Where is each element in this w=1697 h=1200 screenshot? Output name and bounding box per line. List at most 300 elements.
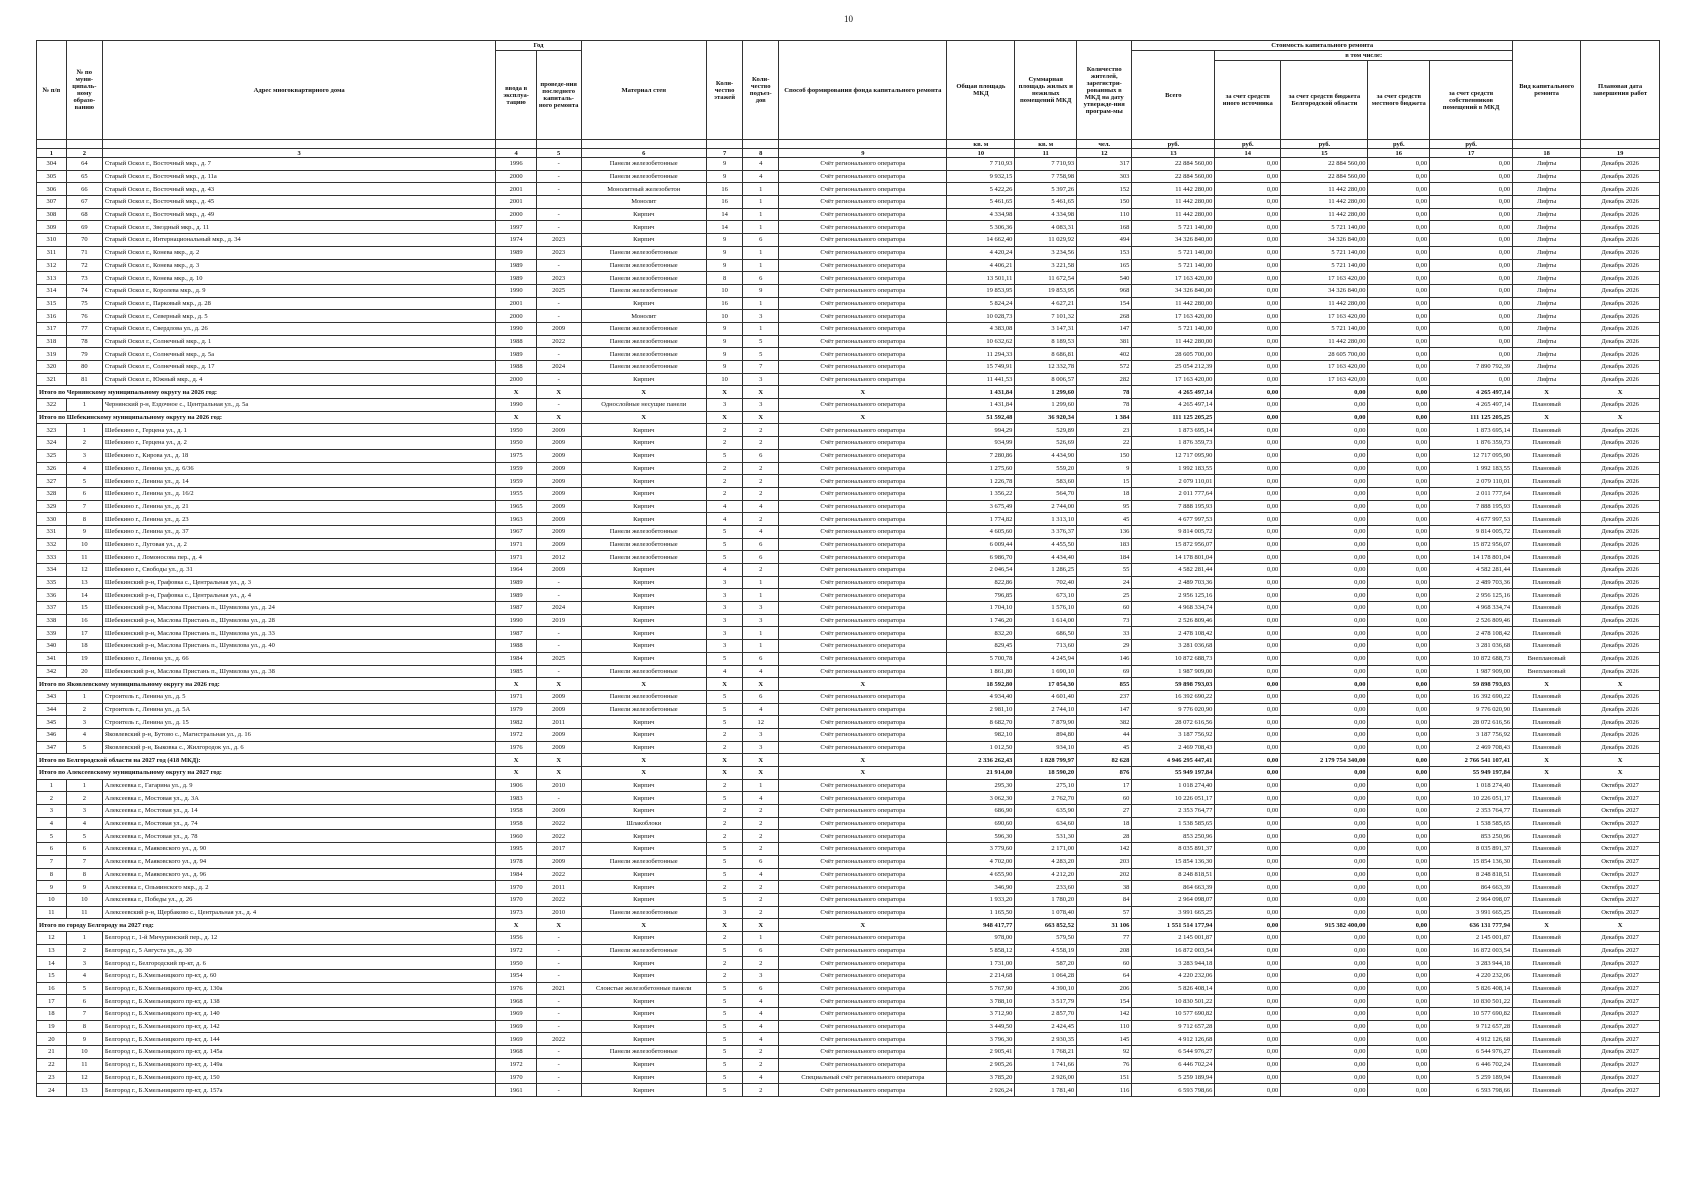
cell-cost-other-source: 0,00 bbox=[1215, 779, 1281, 792]
cell-address: Шебекино г., Ленина ул., д. 21 bbox=[102, 500, 496, 513]
cell-cost-total: 11 442 280,00 bbox=[1132, 335, 1215, 348]
cell-cost-owners: 853 250,96 bbox=[1430, 830, 1513, 843]
cell-wall-material: Панели железобетонные bbox=[581, 348, 707, 361]
cell-entrances: 1 bbox=[743, 196, 779, 209]
cell-total-area: 3 788,10 bbox=[947, 995, 1015, 1008]
cell-premises-area: 702,40 bbox=[1015, 576, 1077, 589]
cell-address: Старый Оскол г., Восточный мкр., д. 7 bbox=[102, 158, 496, 171]
table-row bbox=[37, 399, 1660, 412]
cell-residents: 206 bbox=[1077, 982, 1132, 995]
unit-cell-14: руб. bbox=[1215, 140, 1281, 149]
table-row bbox=[37, 551, 1660, 564]
cell-year-last-repair: - bbox=[536, 399, 581, 412]
table-row bbox=[37, 170, 1660, 183]
cell-wall-material: Кирпич bbox=[581, 1071, 707, 1084]
cell-year-commissioned: 1959 bbox=[496, 462, 536, 475]
cell-repair-type: Плановый bbox=[1513, 970, 1581, 983]
cell-cost-other-source: 0,00 bbox=[1215, 1058, 1281, 1071]
total-cost-owners: 636 131 777,94 bbox=[1430, 919, 1513, 932]
cell-premises-area: 3 147,31 bbox=[1015, 322, 1077, 335]
cell-total-area: 10 632,62 bbox=[947, 335, 1015, 348]
cell-floors: 5 bbox=[707, 525, 743, 538]
cell-total-area: 3 796,30 bbox=[947, 1033, 1015, 1046]
cell-year-commissioned: 1989 bbox=[496, 272, 536, 285]
cell-total-area: 5 824,24 bbox=[947, 297, 1015, 310]
cell-floors: 2 bbox=[707, 817, 743, 830]
cell-address: Старый Оскол г., Конева мкр., д. 10 bbox=[102, 272, 496, 285]
cell-cost-regional-budget: 0,00 bbox=[1281, 1008, 1368, 1021]
cell-residents: 317 bbox=[1077, 158, 1132, 171]
cell-address: Шебекинский р-н, Маслова Пристань п., Шумилова ул., д. 40 bbox=[102, 640, 496, 653]
cell-fund-method: Счёт регионального оператора bbox=[779, 703, 947, 716]
cell-address: Алексеевка г., Ольминского мкр., д. 2 bbox=[102, 881, 496, 894]
cell-year-last-repair: - bbox=[536, 221, 581, 234]
cell-cost-local-budget: 0,00 bbox=[1368, 335, 1430, 348]
cell-cost-regional-budget: 17 163 420,00 bbox=[1281, 373, 1368, 386]
cell-year-commissioned: 1978 bbox=[496, 855, 536, 868]
cell-year-commissioned: 1906 bbox=[496, 779, 536, 792]
cell-floors: 5 bbox=[707, 703, 743, 716]
cell-planned-date: Декабрь 2026 bbox=[1581, 564, 1660, 577]
cell-cost-other-source: 0,00 bbox=[1215, 1033, 1281, 1046]
cell-cost-other-source: 0,00 bbox=[1215, 348, 1281, 361]
cell-cost-local-budget: 0,00 bbox=[1368, 665, 1430, 678]
cell-fund-method: Счёт регионального оператора bbox=[779, 843, 947, 856]
cell-cost-owners: 4 968 334,74 bbox=[1430, 602, 1513, 615]
total-premises-area: 1 828 799,97 bbox=[1015, 754, 1077, 767]
cell-repair-type: Плановый bbox=[1513, 1071, 1581, 1084]
cell-entrances: 6 bbox=[743, 652, 779, 665]
cell-wall-material: Панели железобетонные bbox=[581, 284, 707, 297]
cell-row-number: 318 bbox=[37, 335, 67, 348]
cell-repair-type: Плановый bbox=[1513, 500, 1581, 513]
cell-premises-area: 2 926,00 bbox=[1015, 1071, 1077, 1084]
total-cost-regional-budget: 2 179 754 340,00 bbox=[1281, 754, 1368, 767]
cell-planned-date: Декабрь 2026 bbox=[1581, 551, 1660, 564]
cell-cost-local-budget: 0,00 bbox=[1368, 893, 1430, 906]
cell-premises-area: 526,69 bbox=[1015, 437, 1077, 450]
cell-floors: 16 bbox=[707, 183, 743, 196]
cell-address: Алексеевский р-н, Щербаково с., Центральная ул., д. 4 bbox=[102, 906, 496, 919]
cell-cost-other-source: 0,00 bbox=[1215, 259, 1281, 272]
cell-municipal-number: 6 bbox=[66, 487, 102, 500]
cell-wall-material: Панели железобетонные bbox=[581, 361, 707, 374]
header-year-commissioned: ввода в эксплуа-тацию bbox=[496, 51, 536, 140]
total-year-last-repair: X bbox=[536, 386, 581, 399]
cell-municipal-number: 3 bbox=[66, 716, 102, 729]
cell-residents: 572 bbox=[1077, 361, 1132, 374]
column-number-14: 14 bbox=[1215, 149, 1281, 158]
cell-floors: 3 bbox=[707, 602, 743, 615]
cell-premises-area: 11 029,92 bbox=[1015, 234, 1077, 247]
cell-total-area: 13 501,11 bbox=[947, 272, 1015, 285]
cell-residents: 382 bbox=[1077, 716, 1132, 729]
cell-residents: 27 bbox=[1077, 805, 1132, 818]
cell-cost-other-source: 0,00 bbox=[1215, 970, 1281, 983]
table-row bbox=[37, 931, 1660, 944]
cell-cost-total: 17 163 420,00 bbox=[1132, 272, 1215, 285]
cell-cost-total: 15 872 956,07 bbox=[1132, 538, 1215, 551]
cell-row-number: 16 bbox=[37, 982, 67, 995]
cell-municipal-number: 8 bbox=[66, 513, 102, 526]
cell-fund-method: Счёт регионального оператора bbox=[779, 893, 947, 906]
cell-residents: 282 bbox=[1077, 373, 1132, 386]
cell-fund-method: Счёт регионального оператора bbox=[779, 348, 947, 361]
cell-cost-total: 5 826 408,14 bbox=[1132, 982, 1215, 995]
cell-floors: 3 bbox=[707, 906, 743, 919]
cell-cost-local-budget: 0,00 bbox=[1368, 170, 1430, 183]
cell-year-last-repair: - bbox=[536, 208, 581, 221]
cell-entrances: 1 bbox=[743, 931, 779, 944]
cell-floors: 5 bbox=[707, 716, 743, 729]
cell-wall-material: Монолитный железобетон bbox=[581, 183, 707, 196]
cell-residents: 17 bbox=[1077, 779, 1132, 792]
cell-row-number: 319 bbox=[37, 348, 67, 361]
cell-cost-regional-budget: 0,00 bbox=[1281, 564, 1368, 577]
cell-cost-total: 4 968 334,74 bbox=[1132, 602, 1215, 615]
cell-row-number: 313 bbox=[37, 272, 67, 285]
cell-repair-type: Плановый bbox=[1513, 627, 1581, 640]
cell-premises-area: 587,20 bbox=[1015, 957, 1077, 970]
cell-cost-total: 22 884 560,00 bbox=[1132, 170, 1215, 183]
cell-floors: 10 bbox=[707, 373, 743, 386]
cell-entrances: 1 bbox=[743, 576, 779, 589]
cell-cost-regional-budget: 0,00 bbox=[1281, 982, 1368, 995]
total-premises-area: 18 590,20 bbox=[1015, 767, 1077, 780]
cell-wall-material: Кирпич bbox=[581, 1058, 707, 1071]
cell-entrances: 6 bbox=[743, 690, 779, 703]
cell-total-area: 1 226,78 bbox=[947, 475, 1015, 488]
table-row bbox=[37, 487, 1660, 500]
cell-cost-owners: 0,00 bbox=[1430, 246, 1513, 259]
cell-premises-area: 7 710,93 bbox=[1015, 158, 1077, 171]
cell-cost-owners: 0,00 bbox=[1430, 234, 1513, 247]
cell-wall-material: Кирпич bbox=[581, 576, 707, 589]
cell-year-commissioned: 1976 bbox=[496, 982, 536, 995]
cell-residents: 150 bbox=[1077, 449, 1132, 462]
cell-cost-owners: 0,00 bbox=[1430, 158, 1513, 171]
cell-wall-material: Кирпич bbox=[581, 893, 707, 906]
cell-repair-type: Плановый bbox=[1513, 843, 1581, 856]
cell-planned-date: Декабрь 2026 bbox=[1581, 538, 1660, 551]
cell-year-commissioned: 1973 bbox=[496, 906, 536, 919]
cell-planned-date: Октябрь 2027 bbox=[1581, 893, 1660, 906]
cell-floors: 2 bbox=[707, 437, 743, 450]
cell-planned-date: Декабрь 2026 bbox=[1581, 589, 1660, 602]
cell-cost-local-budget: 0,00 bbox=[1368, 1033, 1430, 1046]
cell-cost-other-source: 0,00 bbox=[1215, 881, 1281, 894]
cell-premises-area: 4 334,98 bbox=[1015, 208, 1077, 221]
cell-cost-regional-budget: 0,00 bbox=[1281, 931, 1368, 944]
cell-wall-material: Кирпич bbox=[581, 424, 707, 437]
cell-entrances: 4 bbox=[743, 170, 779, 183]
cell-entrances: 12 bbox=[743, 716, 779, 729]
cell-year-last-repair: 2022 bbox=[536, 868, 581, 881]
cell-cost-total: 9 776 020,90 bbox=[1132, 703, 1215, 716]
cell-residents: 151 bbox=[1077, 1071, 1132, 1084]
cell-cost-owners: 2 353 764,77 bbox=[1430, 805, 1513, 818]
total-year-last-repair: X bbox=[536, 919, 581, 932]
cell-fund-method: Счёт регионального оператора bbox=[779, 525, 947, 538]
table-row bbox=[37, 576, 1660, 589]
cell-municipal-number: 3 bbox=[66, 805, 102, 818]
cell-premises-area: 1 313,10 bbox=[1015, 513, 1077, 526]
page-number: 10 bbox=[844, 14, 853, 24]
cell-row-number: 7 bbox=[37, 855, 67, 868]
cell-total-area: 2 926,24 bbox=[947, 1084, 1015, 1097]
cell-cost-total: 5 721 140,00 bbox=[1132, 221, 1215, 234]
cell-planned-date: Декабрь 2027 bbox=[1581, 1008, 1660, 1021]
cell-municipal-number: 17 bbox=[66, 627, 102, 640]
cell-repair-type: Плановый bbox=[1513, 855, 1581, 868]
cell-floors: 2 bbox=[707, 741, 743, 754]
cell-year-last-repair: 2021 bbox=[536, 982, 581, 995]
cell-repair-type: Лифты bbox=[1513, 259, 1581, 272]
cell-premises-area: 1 781,40 bbox=[1015, 1084, 1077, 1097]
cell-row-number: 334 bbox=[37, 564, 67, 577]
cell-row-number: 18 bbox=[37, 1008, 67, 1021]
cell-residents: 73 bbox=[1077, 614, 1132, 627]
cell-year-last-repair: 2009 bbox=[536, 690, 581, 703]
cell-cost-owners: 3 991 665,25 bbox=[1430, 906, 1513, 919]
cell-year-commissioned: 1956 bbox=[496, 931, 536, 944]
cell-wall-material: Панели железобетонные bbox=[581, 158, 707, 171]
cell-fund-method: Счёт регионального оператора bbox=[779, 513, 947, 526]
cell-cost-total: 9 712 657,28 bbox=[1132, 1020, 1215, 1033]
cell-municipal-number: 1 bbox=[66, 931, 102, 944]
cell-premises-area: 5 461,65 bbox=[1015, 196, 1077, 209]
cell-total-area: 14 662,40 bbox=[947, 234, 1015, 247]
cell-cost-local-budget: 0,00 bbox=[1368, 1046, 1430, 1059]
cell-entrances: 1 bbox=[743, 779, 779, 792]
total-row bbox=[37, 767, 1660, 780]
cell-premises-area: 4 245,94 bbox=[1015, 652, 1077, 665]
cell-floors: 2 bbox=[707, 805, 743, 818]
cell-repair-type: Внеплановый bbox=[1513, 665, 1581, 678]
cell-address: Строитель г., Ленина ул., д. 5А bbox=[102, 703, 496, 716]
total-entrances: X bbox=[743, 411, 779, 424]
cell-premises-area: 275,10 bbox=[1015, 779, 1077, 792]
table-row bbox=[37, 665, 1660, 678]
total-cost-total: 1 551 514 177,94 bbox=[1132, 919, 1215, 932]
cell-entrances: 4 bbox=[743, 868, 779, 881]
cell-cost-regional-budget: 17 163 420,00 bbox=[1281, 361, 1368, 374]
cell-cost-total: 5 721 140,00 bbox=[1132, 322, 1215, 335]
cell-cost-regional-budget: 0,00 bbox=[1281, 1033, 1368, 1046]
cell-address: Строитель г., Ленина ул., д. 5 bbox=[102, 690, 496, 703]
cell-row-number: 304 bbox=[37, 158, 67, 171]
cell-repair-type: Плановый bbox=[1513, 881, 1581, 894]
cell-row-number: 12 bbox=[37, 931, 67, 944]
cell-wall-material: Кирпич bbox=[581, 1008, 707, 1021]
cell-municipal-number: 75 bbox=[66, 297, 102, 310]
cell-fund-method: Счёт регионального оператора bbox=[779, 424, 947, 437]
cell-premises-area: 5 397,26 bbox=[1015, 183, 1077, 196]
cell-municipal-number: 2 bbox=[66, 437, 102, 450]
cell-cost-other-source: 0,00 bbox=[1215, 1084, 1281, 1097]
cell-municipal-number: 13 bbox=[66, 576, 102, 589]
cell-fund-method: Счёт регионального оператора bbox=[779, 487, 947, 500]
cell-row-number: 321 bbox=[37, 373, 67, 386]
cell-cost-other-source: 0,00 bbox=[1215, 322, 1281, 335]
cell-fund-method: Счёт регионального оператора bbox=[779, 564, 947, 577]
cell-premises-area: 1 299,60 bbox=[1015, 399, 1077, 412]
cell-entrances: 4 bbox=[743, 665, 779, 678]
cell-year-last-repair: - bbox=[536, 792, 581, 805]
cell-cost-other-source: 0,00 bbox=[1215, 208, 1281, 221]
cell-row-number: 17 bbox=[37, 995, 67, 1008]
cell-cost-total: 4 265 497,14 bbox=[1132, 399, 1215, 412]
cell-residents: 60 bbox=[1077, 957, 1132, 970]
cell-cost-local-budget: 0,00 bbox=[1368, 703, 1430, 716]
cell-municipal-number: 77 bbox=[66, 322, 102, 335]
cell-premises-area: 3 517,79 bbox=[1015, 995, 1077, 1008]
table-row bbox=[37, 1071, 1660, 1084]
cell-municipal-number: 11 bbox=[66, 1058, 102, 1071]
cell-municipal-number: 68 bbox=[66, 208, 102, 221]
cell-year-last-repair: 2023 bbox=[536, 246, 581, 259]
cell-year-commissioned: 1983 bbox=[496, 792, 536, 805]
cell-residents: 203 bbox=[1077, 855, 1132, 868]
cell-cost-total: 8 035 891,37 bbox=[1132, 843, 1215, 856]
cell-entrances: 4 bbox=[743, 525, 779, 538]
cell-planned-date: Декабрь 2027 bbox=[1581, 970, 1660, 983]
cell-planned-date: Декабрь 2026 bbox=[1581, 196, 1660, 209]
cell-repair-type: Плановый bbox=[1513, 1008, 1581, 1021]
cell-address: Шебекино г., Герцена ул., д. 1 bbox=[102, 424, 496, 437]
cell-municipal-number: 4 bbox=[66, 728, 102, 741]
cell-entrances: 4 bbox=[743, 500, 779, 513]
cell-entrances: 2 bbox=[743, 957, 779, 970]
column-number-10: 10 bbox=[947, 149, 1015, 158]
cell-fund-method: Счёт регионального оператора bbox=[779, 589, 947, 602]
cell-cost-local-budget: 0,00 bbox=[1368, 310, 1430, 323]
column-number-7: 7 bbox=[707, 149, 743, 158]
cell-wall-material: Панели железобетонные bbox=[581, 322, 707, 335]
cell-floors: 5 bbox=[707, 855, 743, 868]
total-premises-area: 663 852,52 bbox=[1015, 919, 1077, 932]
cell-residents: 55 bbox=[1077, 564, 1132, 577]
cell-cost-owners: 1 987 909,00 bbox=[1430, 665, 1513, 678]
cell-total-area: 4 334,98 bbox=[947, 208, 1015, 221]
table-row bbox=[37, 1046, 1660, 1059]
cell-total-area: 346,90 bbox=[947, 881, 1015, 894]
cell-cost-other-source: 0,00 bbox=[1215, 158, 1281, 171]
cell-cost-regional-budget: 17 163 420,00 bbox=[1281, 272, 1368, 285]
cell-cost-other-source: 0,00 bbox=[1215, 665, 1281, 678]
cell-row-number: 312 bbox=[37, 259, 67, 272]
cell-cost-owners: 0,00 bbox=[1430, 297, 1513, 310]
cell-total-area: 7 280,86 bbox=[947, 449, 1015, 462]
cell-premises-area: 4 455,50 bbox=[1015, 538, 1077, 551]
cell-cost-total: 5 721 140,00 bbox=[1132, 246, 1215, 259]
cell-fund-method: Счёт регионального оператора bbox=[779, 538, 947, 551]
cell-wall-material: Кирпич bbox=[581, 437, 707, 450]
cell-total-area: 7 710,93 bbox=[947, 158, 1015, 171]
cell-floors: 9 bbox=[707, 322, 743, 335]
cell-entrances: 3 bbox=[743, 310, 779, 323]
cell-floors: 5 bbox=[707, 1008, 743, 1021]
cell-year-last-repair: - bbox=[536, 310, 581, 323]
cell-cost-owners: 5 259 189,94 bbox=[1430, 1071, 1513, 1084]
cell-address: Старый Оскол г., Южный мкр., д. 4 bbox=[102, 373, 496, 386]
cell-planned-date: Октябрь 2027 bbox=[1581, 906, 1660, 919]
cell-cost-other-source: 0,00 bbox=[1215, 564, 1281, 577]
cell-wall-material: Кирпич bbox=[581, 652, 707, 665]
cell-cost-local-budget: 0,00 bbox=[1368, 957, 1430, 970]
cell-cost-regional-budget: 11 442 280,00 bbox=[1281, 335, 1368, 348]
unit-cell-6 bbox=[581, 140, 707, 149]
cell-cost-other-source: 0,00 bbox=[1215, 627, 1281, 640]
cell-cost-owners: 5 826 408,14 bbox=[1430, 982, 1513, 995]
cell-repair-type: Плановый bbox=[1513, 602, 1581, 615]
cell-municipal-number: 1 bbox=[66, 690, 102, 703]
total-residents: 876 bbox=[1077, 767, 1132, 780]
table-row bbox=[37, 437, 1660, 450]
cell-year-commissioned: 1974 bbox=[496, 234, 536, 247]
cell-fund-method: Счёт регионального оператора bbox=[779, 817, 947, 830]
cell-year-commissioned: 2001 bbox=[496, 297, 536, 310]
total-entrances: X bbox=[743, 386, 779, 399]
cell-year-last-repair: - bbox=[536, 995, 581, 1008]
cell-year-last-repair: - bbox=[536, 348, 581, 361]
cell-repair-type: Плановый bbox=[1513, 982, 1581, 995]
cell-cost-owners: 12 717 095,90 bbox=[1430, 449, 1513, 462]
table-row bbox=[37, 944, 1660, 957]
header-row-number: № п/п bbox=[37, 41, 67, 140]
cell-cost-total: 2 079 110,01 bbox=[1132, 475, 1215, 488]
cell-cost-local-budget: 0,00 bbox=[1368, 779, 1430, 792]
table-row bbox=[37, 627, 1660, 640]
cell-repair-type: Плановый bbox=[1513, 1033, 1581, 1046]
total-year-last-repair: X bbox=[536, 411, 581, 424]
table-row bbox=[37, 196, 1660, 209]
cell-municipal-number: 76 bbox=[66, 310, 102, 323]
cell-total-area: 11 441,53 bbox=[947, 373, 1015, 386]
total-planned-date: X bbox=[1581, 678, 1660, 691]
cell-fund-method: Счёт регионального оператора bbox=[779, 272, 947, 285]
cell-cost-other-source: 0,00 bbox=[1215, 310, 1281, 323]
cell-year-last-repair: - bbox=[536, 589, 581, 602]
table-row bbox=[37, 982, 1660, 995]
cell-planned-date: Октябрь 2027 bbox=[1581, 779, 1660, 792]
cell-wall-material: Панели железобетонные bbox=[581, 246, 707, 259]
cell-planned-date: Декабрь 2026 bbox=[1581, 158, 1660, 171]
cell-cost-local-budget: 0,00 bbox=[1368, 716, 1430, 729]
cell-floors: 5 bbox=[707, 982, 743, 995]
cell-residents: 77 bbox=[1077, 931, 1132, 944]
total-cost-local-budget: 0,00 bbox=[1368, 386, 1430, 399]
cell-row-number: 344 bbox=[37, 703, 67, 716]
cell-year-last-repair: - bbox=[536, 1046, 581, 1059]
cell-row-number: 341 bbox=[37, 652, 67, 665]
cell-address: Старый Оскол г., Конева мкр., д. 2 bbox=[102, 246, 496, 259]
cell-cost-local-budget: 0,00 bbox=[1368, 843, 1430, 856]
cell-floors: 5 bbox=[707, 944, 743, 957]
cell-address: Алексеевка г., Мостовая ул., д. 14 bbox=[102, 805, 496, 818]
cell-cost-regional-budget: 34 326 840,00 bbox=[1281, 234, 1368, 247]
cell-cost-owners: 0,00 bbox=[1430, 310, 1513, 323]
cell-year-last-repair: 2009 bbox=[536, 437, 581, 450]
cell-row-number: 306 bbox=[37, 183, 67, 196]
cell-repair-type: Плановый bbox=[1513, 475, 1581, 488]
cell-cost-owners: 16 392 690,22 bbox=[1430, 690, 1513, 703]
total-repair-type: X bbox=[1513, 919, 1581, 932]
cell-year-commissioned: 1972 bbox=[496, 728, 536, 741]
cell-residents: 237 bbox=[1077, 690, 1132, 703]
table-row bbox=[37, 259, 1660, 272]
cell-cost-regional-budget: 0,00 bbox=[1281, 843, 1368, 856]
